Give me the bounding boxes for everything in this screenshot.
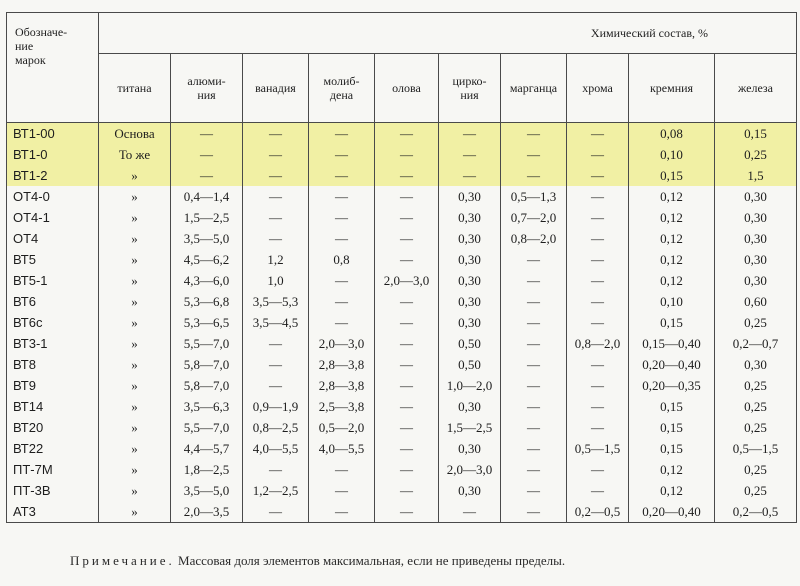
value-cell: — (375, 501, 439, 523)
value-cell: — (243, 333, 309, 354)
value-cell: » (99, 333, 171, 354)
value-cell: 0,25 (715, 480, 797, 501)
table-row (7, 207, 797, 228)
value-cell: 0,30 (715, 270, 797, 291)
value-cell: 0,30 (715, 354, 797, 375)
value-cell: 0,30 (439, 480, 501, 501)
value-cell: — (375, 417, 439, 438)
value-cell: — (375, 123, 439, 145)
value-cell: 0,25 (715, 459, 797, 480)
value-cell: 5,5—7,0 (171, 417, 243, 438)
value-cell: 2,0—3,5 (171, 501, 243, 523)
value-cell: 1,2—2,5 (243, 480, 309, 501)
value-cell: 0,4—1,4 (171, 186, 243, 207)
grade-cell: ОТ4-1 (7, 207, 99, 228)
value-cell: 0,30 (715, 228, 797, 249)
value-cell: 1,8—2,5 (171, 459, 243, 480)
element-header: титана (99, 54, 171, 123)
element-header-row (7, 54, 797, 123)
value-cell: — (501, 375, 567, 396)
value-cell: — (375, 354, 439, 375)
element-header: олова (375, 54, 439, 123)
value-cell: 0,30 (439, 249, 501, 270)
table-row (7, 186, 797, 207)
value-cell: — (567, 165, 629, 186)
value-cell: — (501, 333, 567, 354)
value-cell: — (501, 291, 567, 312)
value-cell: 4,0—5,5 (309, 438, 375, 459)
value-cell: — (375, 249, 439, 270)
value-cell: 0,60 (715, 291, 797, 312)
grade-cell: ВТ1-2 (7, 165, 99, 186)
value-cell: 0,5—1,5 (715, 438, 797, 459)
value-cell: — (567, 312, 629, 333)
value-cell: 0,30 (439, 291, 501, 312)
value-cell: — (501, 270, 567, 291)
value-cell: 0,12 (629, 186, 715, 207)
value-cell: — (439, 501, 501, 523)
table-row (7, 123, 797, 145)
value-cell: » (99, 354, 171, 375)
value-cell: — (309, 480, 375, 501)
value-cell: 1,0—2,0 (439, 375, 501, 396)
value-cell: 0,2—0,5 (567, 501, 629, 523)
value-cell: 0,7—2,0 (501, 207, 567, 228)
value-cell: 2,0—3,0 (309, 333, 375, 354)
value-cell: — (243, 207, 309, 228)
table-row (7, 438, 797, 459)
table-row (7, 333, 797, 354)
grade-cell: ВТ8 (7, 354, 99, 375)
grade-column-header-text: Обозначе- ние марок (15, 25, 68, 67)
value-cell: — (375, 459, 439, 480)
value-cell: — (375, 165, 439, 186)
value-cell: — (501, 249, 567, 270)
value-cell: 0,50 (439, 354, 501, 375)
value-cell: 4,5—6,2 (171, 249, 243, 270)
value-cell: » (99, 459, 171, 480)
value-cell: 4,0—5,5 (243, 438, 309, 459)
grade-cell: ВТ1-0 (7, 144, 99, 165)
value-cell: — (375, 207, 439, 228)
table-row (7, 480, 797, 501)
value-cell: 0,25 (715, 312, 797, 333)
value-cell: — (567, 480, 629, 501)
grade-cell: АТ3 (7, 501, 99, 523)
value-cell: То же (99, 144, 171, 165)
value-cell: 0,25 (715, 417, 797, 438)
value-cell: — (309, 312, 375, 333)
value-cell: 0,5—1,5 (567, 438, 629, 459)
value-cell: — (375, 438, 439, 459)
value-cell: 1,5 (715, 165, 797, 186)
value-cell: — (243, 165, 309, 186)
value-cell: 0,15 (629, 312, 715, 333)
grade-cell: ВТ14 (7, 396, 99, 417)
value-cell: 0,12 (629, 480, 715, 501)
value-cell: » (99, 228, 171, 249)
value-cell: 0,8 (309, 249, 375, 270)
composition-group-header: Химический состав, % (99, 13, 797, 54)
value-cell: 5,8—7,0 (171, 354, 243, 375)
value-cell: 0,30 (439, 270, 501, 291)
table-row (7, 249, 797, 270)
element-header: алюми- ния (171, 54, 243, 123)
value-cell: 2,5—3,8 (309, 396, 375, 417)
value-cell: — (567, 249, 629, 270)
value-cell: — (309, 228, 375, 249)
value-cell: 0,12 (629, 249, 715, 270)
value-cell: » (99, 375, 171, 396)
value-cell: 2,0—3,0 (375, 270, 439, 291)
grade-cell: ВТ1-00 (7, 123, 99, 145)
grade-cell: ВТ9 (7, 375, 99, 396)
table-note (70, 553, 565, 569)
value-cell: — (243, 123, 309, 145)
value-cell: — (375, 396, 439, 417)
value-cell: 3,5—4,5 (243, 312, 309, 333)
value-cell: 0,9—1,9 (243, 396, 309, 417)
value-cell: 0,25 (715, 375, 797, 396)
element-header: ванадия (243, 54, 309, 123)
value-cell: 0,5—1,3 (501, 186, 567, 207)
value-cell: 0,12 (629, 228, 715, 249)
value-cell: — (439, 144, 501, 165)
value-cell: — (243, 186, 309, 207)
value-cell: » (99, 207, 171, 228)
element-header: кремния (629, 54, 715, 123)
value-cell: 3,5—6,3 (171, 396, 243, 417)
value-cell: 0,30 (715, 186, 797, 207)
grade-cell: ВТ3-1 (7, 333, 99, 354)
value-cell: — (439, 123, 501, 145)
value-cell: — (501, 396, 567, 417)
table-body (7, 123, 797, 523)
value-cell: 0,25 (715, 396, 797, 417)
value-cell: » (99, 165, 171, 186)
grade-cell: ВТ5-1 (7, 270, 99, 291)
value-cell: 3,5—5,0 (171, 480, 243, 501)
value-cell: 2,0—3,0 (439, 459, 501, 480)
grade-cell: ОТ4 (7, 228, 99, 249)
grade-cell: ВТ6 (7, 291, 99, 312)
value-cell: — (309, 459, 375, 480)
chemical-composition-table (6, 12, 797, 523)
table-row (7, 501, 797, 523)
note-text: Массовая доля элементов максимальная, если не приведены пределы. (178, 553, 566, 568)
value-cell: 0,8—2,0 (501, 228, 567, 249)
value-cell: 1,5—2,5 (439, 417, 501, 438)
value-cell: 0,10 (629, 144, 715, 165)
value-cell: — (243, 459, 309, 480)
value-cell: » (99, 270, 171, 291)
value-cell: 3,5—5,3 (243, 291, 309, 312)
grade-cell: ВТ22 (7, 438, 99, 459)
value-cell: — (567, 186, 629, 207)
grade-cell: ВТ5 (7, 249, 99, 270)
table-row (7, 270, 797, 291)
value-cell: — (375, 333, 439, 354)
note-label: Примечание. (70, 553, 175, 568)
value-cell: — (567, 270, 629, 291)
value-cell: — (375, 480, 439, 501)
value-cell: 0,20—0,40 (629, 501, 715, 523)
table-row (7, 228, 797, 249)
value-cell: — (171, 144, 243, 165)
value-cell: — (171, 123, 243, 145)
value-cell: » (99, 501, 171, 523)
value-cell: 0,5—2,0 (309, 417, 375, 438)
value-cell: — (567, 375, 629, 396)
value-cell: — (309, 291, 375, 312)
grade-cell: ВТ6с (7, 312, 99, 333)
value-cell: — (309, 270, 375, 291)
value-cell: — (309, 207, 375, 228)
value-cell: 0,12 (629, 270, 715, 291)
grade-cell: ВТ20 (7, 417, 99, 438)
value-cell: — (567, 396, 629, 417)
value-cell: — (501, 354, 567, 375)
value-cell: » (99, 186, 171, 207)
value-cell: — (243, 354, 309, 375)
value-cell: » (99, 291, 171, 312)
value-cell: 0,10 (629, 291, 715, 312)
element-header: цирко- ния (439, 54, 501, 123)
value-cell: 0,30 (715, 249, 797, 270)
value-cell: Основа (99, 123, 171, 145)
value-cell: 0,30 (439, 396, 501, 417)
element-header: железа (715, 54, 797, 123)
value-cell: 5,3—6,5 (171, 312, 243, 333)
value-cell: — (243, 501, 309, 523)
value-cell: — (309, 123, 375, 145)
grade-column-header (7, 13, 99, 123)
value-cell: — (501, 480, 567, 501)
table-row (7, 165, 797, 186)
value-cell: — (375, 186, 439, 207)
value-cell: — (501, 438, 567, 459)
value-cell: 4,4—5,7 (171, 438, 243, 459)
value-cell: 5,5—7,0 (171, 333, 243, 354)
value-cell: 0,30 (439, 438, 501, 459)
value-cell: 2,8—3,8 (309, 375, 375, 396)
value-cell: 0,30 (439, 312, 501, 333)
value-cell: 2,8—3,8 (309, 354, 375, 375)
table-row (7, 354, 797, 375)
value-cell: — (567, 228, 629, 249)
value-cell: 5,3—6,8 (171, 291, 243, 312)
value-cell: — (501, 417, 567, 438)
value-cell: 0,30 (439, 186, 501, 207)
value-cell: 0,30 (439, 228, 501, 249)
element-header: марганца (501, 54, 567, 123)
value-cell: 4,3—6,0 (171, 270, 243, 291)
value-cell: 5,8—7,0 (171, 375, 243, 396)
value-cell: 0,2—0,5 (715, 501, 797, 523)
value-cell: 3,5—5,0 (171, 228, 243, 249)
value-cell: 0,30 (715, 207, 797, 228)
value-cell: 0,20—0,35 (629, 375, 715, 396)
value-cell: — (243, 375, 309, 396)
value-cell: 1,2 (243, 249, 309, 270)
table-row (7, 396, 797, 417)
value-cell: — (501, 501, 567, 523)
table-row (7, 459, 797, 480)
value-cell: — (375, 375, 439, 396)
value-cell: 0,12 (629, 207, 715, 228)
value-cell: 0,2—0,7 (715, 333, 797, 354)
value-cell: 0,15 (629, 417, 715, 438)
value-cell: — (309, 501, 375, 523)
value-cell: 0,50 (439, 333, 501, 354)
value-cell: » (99, 396, 171, 417)
element-header: хрома (567, 54, 629, 123)
value-cell: 1,0 (243, 270, 309, 291)
value-cell: 0,15 (715, 123, 797, 145)
value-cell: — (567, 459, 629, 480)
value-cell: 0,25 (715, 144, 797, 165)
value-cell: — (375, 144, 439, 165)
value-cell: 0,12 (629, 459, 715, 480)
value-cell: » (99, 480, 171, 501)
grade-cell: ПТ-7М (7, 459, 99, 480)
value-cell: — (309, 186, 375, 207)
value-cell: — (567, 417, 629, 438)
value-cell: — (375, 312, 439, 333)
value-cell: 0,30 (439, 207, 501, 228)
value-cell: 0,08 (629, 123, 715, 145)
grade-cell: ОТ4-0 (7, 186, 99, 207)
value-cell: — (567, 291, 629, 312)
table-row (7, 144, 797, 165)
value-cell: — (567, 144, 629, 165)
value-cell: 0,15 (629, 438, 715, 459)
value-cell: — (501, 459, 567, 480)
value-cell: — (501, 144, 567, 165)
value-cell: — (375, 291, 439, 312)
value-cell: 0,8—2,0 (567, 333, 629, 354)
value-cell: — (501, 312, 567, 333)
table-row (7, 375, 797, 396)
value-cell: — (567, 123, 629, 145)
value-cell: — (309, 165, 375, 186)
value-cell: 0,15—0,40 (629, 333, 715, 354)
value-cell: 0,8—2,5 (243, 417, 309, 438)
value-cell: » (99, 312, 171, 333)
table-row (7, 312, 797, 333)
element-header: молиб- дена (309, 54, 375, 123)
value-cell: » (99, 438, 171, 459)
value-cell: — (501, 165, 567, 186)
value-cell: — (567, 354, 629, 375)
grade-cell: ПТ-3В (7, 480, 99, 501)
value-cell: — (243, 228, 309, 249)
value-cell: — (243, 144, 309, 165)
value-cell: — (439, 165, 501, 186)
value-cell: » (99, 417, 171, 438)
table-row (7, 417, 797, 438)
value-cell: » (99, 249, 171, 270)
value-cell: — (309, 144, 375, 165)
value-cell: — (171, 165, 243, 186)
value-cell: 0,15 (629, 396, 715, 417)
value-cell: — (375, 228, 439, 249)
table-row (7, 291, 797, 312)
value-cell: 0,15 (629, 165, 715, 186)
value-cell: 1,5—2,5 (171, 207, 243, 228)
value-cell: 0,20—0,40 (629, 354, 715, 375)
value-cell: — (567, 207, 629, 228)
value-cell: — (501, 123, 567, 145)
